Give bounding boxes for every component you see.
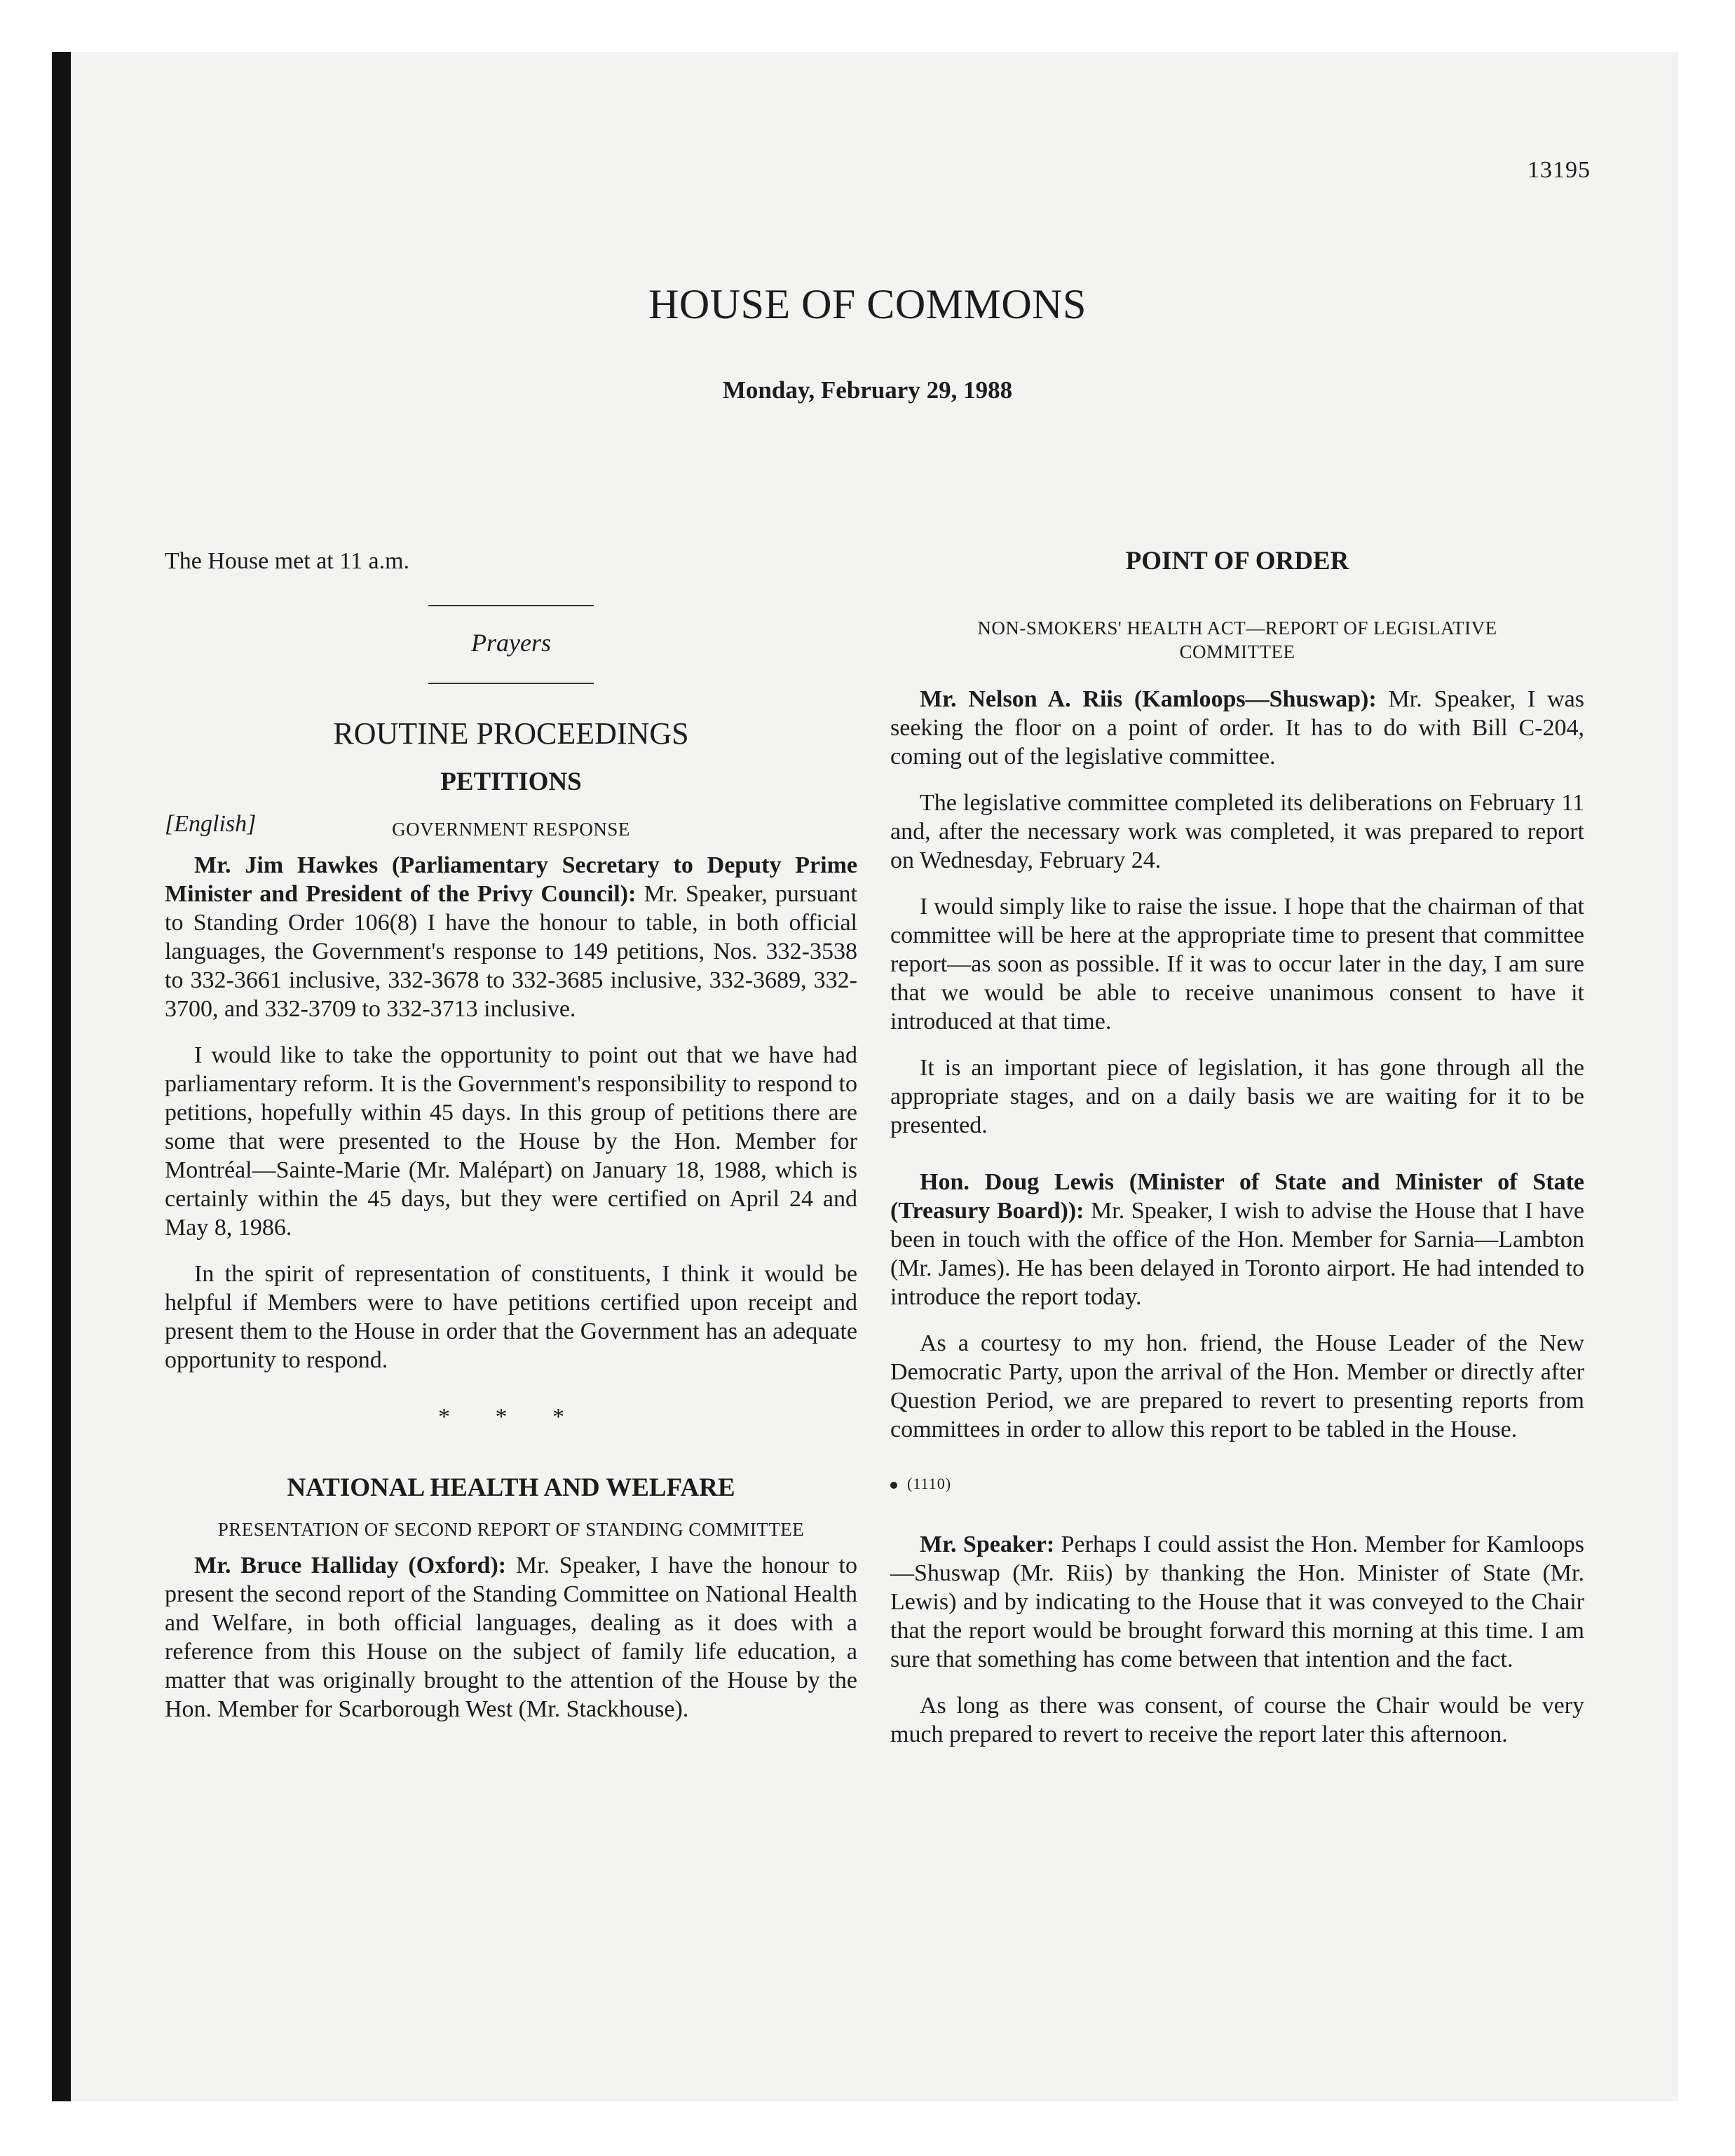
speech-paragraph: It is an important piece of legislation, it has gone through all the appropriate stages, and on a daily basis we are waiting for it to be presented. <box>890 1055 1584 1138</box>
lewis-speech <box>890 1168 1584 1311</box>
hawkes-speech <box>165 851 857 1023</box>
speaker-name: Mr. Speaker: <box>920 1531 1055 1557</box>
section-heading-point-of-order: POINT OF ORDER <box>1125 547 1349 575</box>
page-number: 13195 <box>1528 157 1591 183</box>
speech-text: Perhaps I could assist the Hon. Member for Kamloops—Shuswap (Mr. Riis) by thanking the Hon. Minister of State (Mr. Lewis) and by indicating to the House that it was conveyed to the Chair that the report would be brought forward this morning at this time. I am sure that something has come between that intention and the fact. <box>890 1531 1584 1672</box>
time-marker-text: (1110) <box>907 1475 952 1492</box>
caps-heading-non-smokers-act: NON-SMOKERS' HEALTH ACT—REPORT OF LEGISLATIVE COMMITTEE <box>977 618 1497 662</box>
speech-paragraph: As long as there was consent, of course the Chair would be very much prepared to revert to receive the report later this afternoon. <box>890 1693 1584 1747</box>
speech-text: Mr. Speaker, pursuant to Standing Order 106(8) I have the honour to table, in both official languages, the Government's response to 149 petitions, Nos. 332-3538 to 332-3661 inclusive, 332-3678 to 332-3685 inclusive, 332-3689, 332-3700, and 332-3709 to 332-3713 inclusive. <box>165 881 858 1022</box>
speech-paragraph: I would simply like to raise the issue. I hope that the chairman of that committee will be here at the appropriate time to present that committee report—as soon as possible. If it was to occur later in the day, I am sure that we would be able to receive unanimous consent to have it introduced at that time. <box>890 894 1584 1035</box>
speaker-name: Mr. Bruce Halliday (Oxford): <box>194 1553 507 1578</box>
section-heading-routine-proceedings: ROUTINE PROCEEDINGS <box>333 716 689 751</box>
speech-paragraph: I would like to take the opportunity to point out that we have had parliamentary reform. It is the Government's responsibility to respond to petitions, hopefully within 45 days. In this group of petitions there are some that were presented to the House by the Hon. Member for Montréal—Sainte-Marie (Mr. Malépart) on January 18, 1988, which is certainly within the 45 days, but they were certified on April 24 and May 8, 1986. <box>165 1042 857 1241</box>
section-heading-national-health: NATIONAL HEALTH AND WELFARE <box>287 1473 735 1502</box>
speaker-name: Hon. Doug Lewis (Minister of State and Minister of State (Treasury Board)): <box>890 1169 1584 1224</box>
caps-heading-government-response: GOVERNMENT RESPONSE <box>392 819 630 840</box>
speech-text: Mr. Speaker, I wish to advise the House that I have been in touch with the office of the Hon. Member for Sarnia—Lambton (Mr. James). He has been delayed in Toronto airport. He had intended to introduce the report today. <box>890 1198 1584 1310</box>
divider-rule <box>428 605 594 606</box>
halliday-speech <box>165 1551 857 1724</box>
speaker-ruling <box>890 1530 1584 1674</box>
sitting-date: Monday, February 29, 1988 <box>722 376 1013 404</box>
speech-paragraph: In the spirit of representation of constituents, I think it would be helpful if Members were to have petitions certified upon receipt and present them to the House in order that the Government has an adequate opportunity to respond. <box>165 1261 857 1373</box>
right-column <box>890 547 1584 1766</box>
sub-heading-petitions: PETITIONS <box>440 767 582 796</box>
speaker-name: Mr. Nelson A. Riis (Kamloops—Shuswap): <box>920 686 1377 712</box>
divider-rule <box>428 683 594 684</box>
caps-heading-second-report: PRESENTATION OF SECOND REPORT OF STANDING COMMITTEE <box>217 1519 805 1540</box>
prayers-heading: Prayers <box>471 629 551 657</box>
section-separator: * * * <box>438 1404 584 1430</box>
speech-text: Mr. Speaker, I have the honour to present the second report of the Standing Committee on National Health and Welfare, in both official languages, dealing as it does with a reference from this House on the subject of family life education, a matter that was originally brought to the attention of the House by the Hon. Member for Scarborough West (Mr. Stackhouse). <box>165 1553 857 1722</box>
speaker-name: Mr. Jim Hawkes (Parliamentary Secretary to Deputy Prime Minister and President of the Privy Council): <box>165 852 857 907</box>
speech-text: Mr. Speaker, I was seeking the floor on a point of order. It has to do with Bill C-204, coming out of the legislative committee. <box>890 686 1584 770</box>
speech-paragraph: As a courtesy to my hon. friend, the House Leader of the New Democratic Party, upon the arrival of the Hon. Member or directly after Question Period, we are prepared to revert to presenting reports from committees in order to allow this report to be tabled in the House. <box>890 1330 1584 1442</box>
language-marker: [English] <box>165 811 257 837</box>
opening-line: The House met at 11 a.m. <box>165 548 410 574</box>
binding-edge <box>52 52 71 2101</box>
riis-speech <box>890 685 1584 771</box>
speech-paragraph: The legislative committee completed its deliberations on February 11 and, after the necessary work was completed, it was prepared to report on Wednesday, February 24. <box>890 790 1584 873</box>
page-title: HOUSE OF COMMONS <box>648 281 1087 327</box>
left-column <box>165 547 857 1741</box>
bullet-icon <box>890 1482 897 1489</box>
time-marker <box>890 1469 1584 1498</box>
